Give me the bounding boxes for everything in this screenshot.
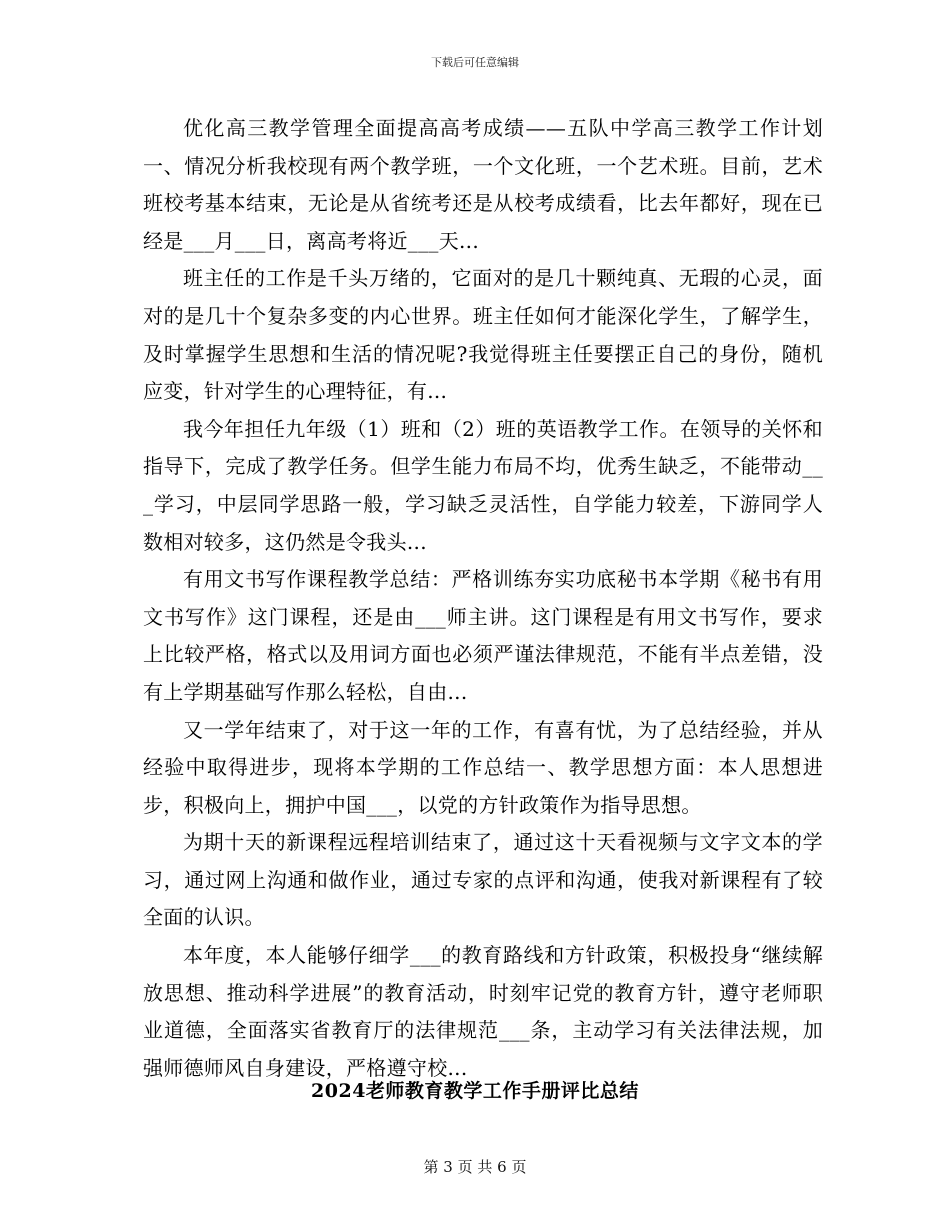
paragraph-3: 我今年担任九年级（1）班和（2）班的英语教学工作。在领导的关怀和指导下，完成了教学任务。但学生能力布局不均，优秀生缺乏，不能带动___学习，中层同学思路一般，学习缺乏灵活性，自学能力较差，下游同学人数相对较多，这仍然是令我头... bbox=[143, 416, 823, 554]
document-title: 2024老师教育教学工作手册评比总结 bbox=[311, 1080, 639, 1102]
paragraph-6: 为期十天的新课程远程培训结束了，通过这十天看视频与文字文本的学习，通过网上沟通和做作业，通过专家的点评和沟通，使我对新课程有了较全面的认识。 bbox=[143, 830, 823, 930]
paragraph-4: 有用文书写作课程教学总结：严格训练夯实功底秘书本学期《秘书有用文书写作》这门课程，还是由___师主讲。这门课程是有用文书写作，要求上比较严格，格式以及用词方面也必须严谨法律规范，不能有半点差错，没有上学期基础写作那么轻松，自由... bbox=[143, 567, 823, 704]
paragraph-5: 又一学年结束了，对于这一年的工作，有喜有忧，为了总结经验，并从经验中取得进步，现将本学期的工作总结一、教学思想方面：本人思想进步，积极向上，拥护中国___，以党的方针政策作为指导思想。 bbox=[143, 717, 823, 817]
page-header: 下载后可任意编辑 bbox=[431, 56, 519, 69]
document-body bbox=[143, 110, 823, 1087]
paragraph-1: 优化高三教学管理全面提高高考成绩——五队中学高三教学工作计划一、情况分析我校现有两个教学班，一个文化班，一个艺术班。目前，艺术班校考基本结束，无论是从省统考还是从校考成绩看，比去年都好，现在已经是___月___日，离高考将近___天... bbox=[143, 116, 823, 253]
page-footer: 第 3 页 共 6 页 bbox=[423, 1158, 527, 1176]
paragraph-7: 本年度，本人能够仔细学___的教育路线和方针政策，积极投身“继续解放思想、推动科学进展”的教育活动，时刻牢记党的教育方针，遵守老师职业道德，全面落实省教育厅的法律规范___条，主动学习有关法律法规，加强师德师风自身建设，严格遵守校... bbox=[143, 943, 823, 1080]
paragraph-2: 班主任的工作是千头万绪的，它面对的是几十颗纯真、无瑕的心灵，面对的是几十个复杂多变的内心世界。班主任如何才能深化学生，了解学生，及时掌握学生思想和生活的情况呢?我觉得班主任要摆正自己的身份，随机应变，针对学生的心理特征，有... bbox=[143, 266, 823, 404]
